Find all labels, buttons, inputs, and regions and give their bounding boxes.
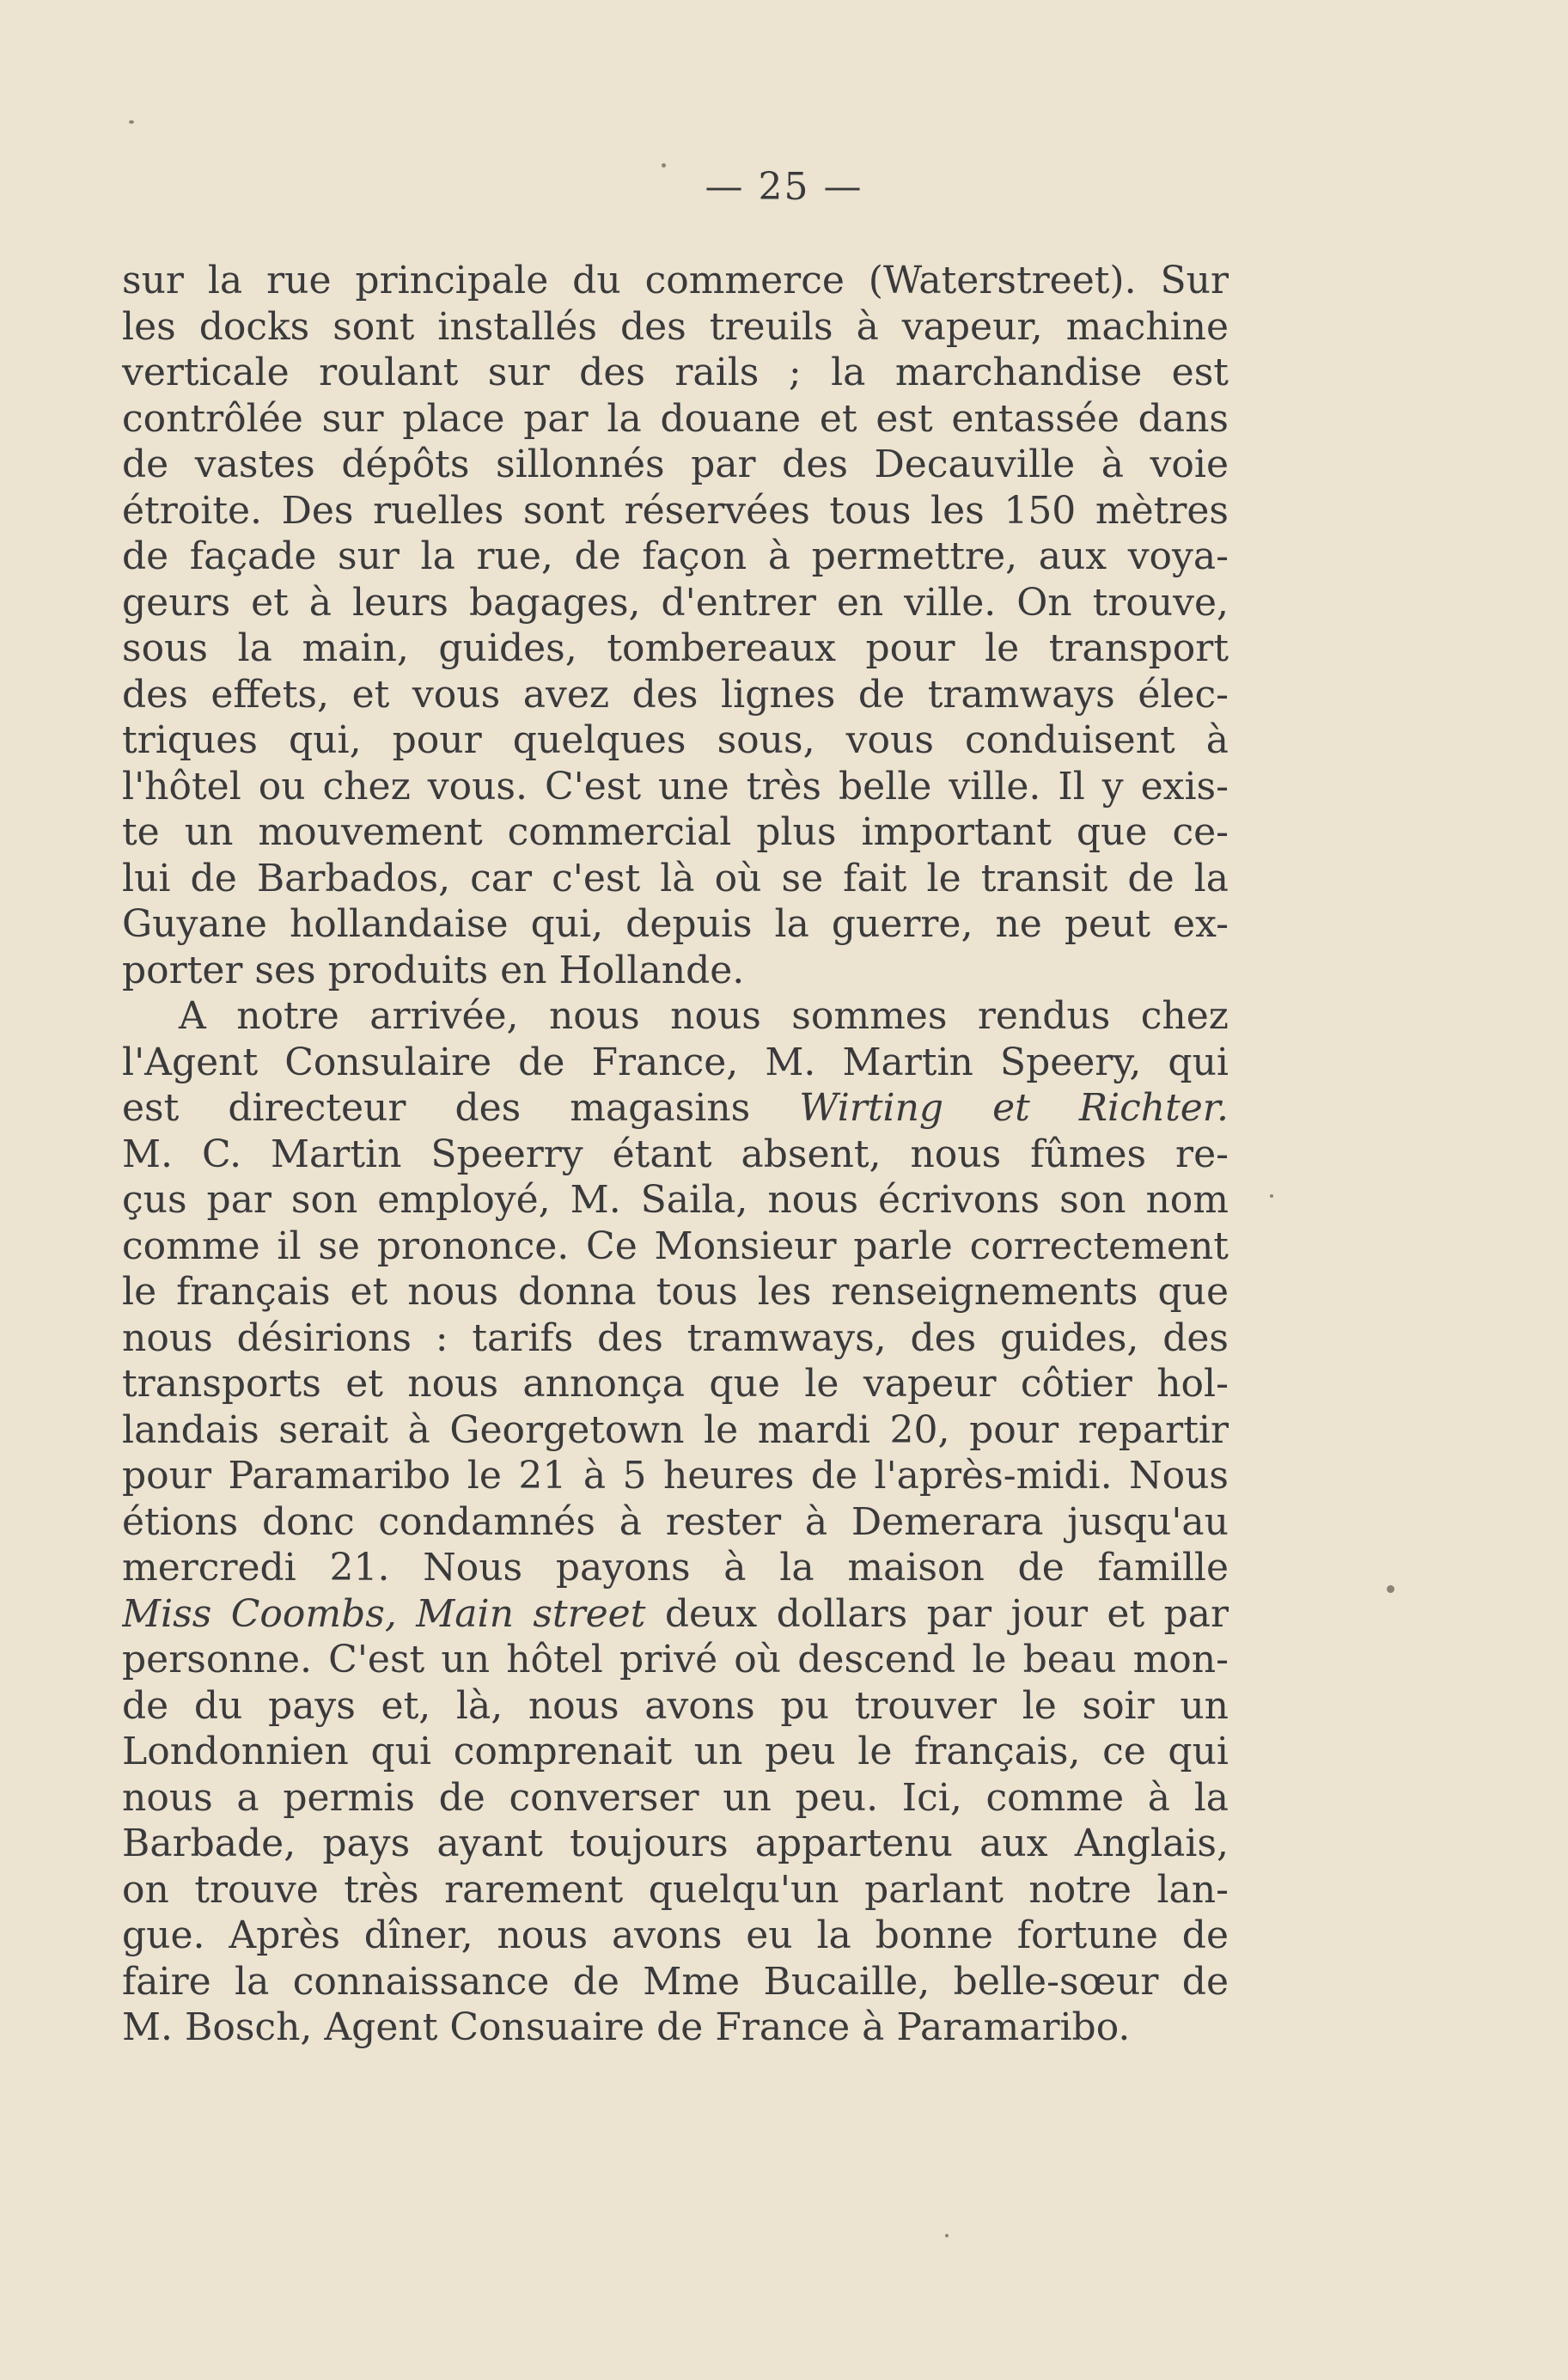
text-line: comme il se prononce. Ce Monsieur parle correctement	[122, 1224, 1229, 1268]
text-line: nous désirions : tarifs des tramways, des guides, des	[122, 1315, 1229, 1360]
text-line: sur la rue principale du commerce (Waterstreet). Sur	[122, 259, 1229, 302]
text-line: gue. Après dîner, nous avons eu la bonne fortune de	[122, 1913, 1229, 1957]
paper-speck	[129, 120, 134, 124]
text-line: faire la connaissance de Mme Bucaille, belle-sœur de	[122, 1959, 1229, 2004]
paper-speck	[1270, 1194, 1273, 1198]
text-line: étroite. Des ruelles sont réservées tous les 150 mètres	[122, 488, 1229, 533]
paper-speck	[945, 2234, 949, 2237]
text-line: transports et nous annonça que le vapeur côtier hol-	[122, 1362, 1229, 1406]
text-span: deux dollars par jour et par	[664, 1591, 1229, 1636]
text-line: Londonnien qui comprenait un peu le français, ce qui	[122, 1730, 1229, 1773]
text-line: verticale roulant sur des rails ; la marchandise est	[122, 351, 1229, 394]
text-line: triques qui, pour quelques sous, vous conduisent à	[122, 718, 1229, 762]
text-line: nous a permis de converser un peu. Ici, comme à la	[122, 1775, 1229, 1820]
italic-text: Wirting et Richter.	[799, 1086, 1229, 1130]
text-line: de façade sur la rue, de façon à permettre, aux voya-	[122, 534, 1229, 578]
text-line: étions donc condamnés à rester à Demerara jusqu'au	[122, 1499, 1229, 1544]
text-line: lui de Barbados, car c'est là où se fait le transit de la	[122, 856, 1229, 900]
text-line: M. Bosch, Agent Consuaire de France à Paramaribo.	[122, 2005, 1131, 2049]
text-line: l'Agent Consulaire de France, M. Martin Speery, qui	[122, 1040, 1229, 1084]
paper-speck	[1387, 1585, 1394, 1593]
text-line: de du pays et, là, nous avons pu trouver le soir un	[122, 1683, 1229, 1728]
text-line: le français et nous donna tous les renseignements que	[122, 1270, 1229, 1314]
text-line: les docks sont installés des treuils à vapeur, machine	[122, 304, 1229, 349]
text-line: Guyane hollandaise qui, depuis la guerre, ne peut ex-	[122, 902, 1229, 946]
text-line: des effets, et vous avez des lignes de tramways élec-	[122, 672, 1229, 717]
text-line: pour Paramaribo le 21 à 5 heures de l'après-midi. Nous	[122, 1454, 1229, 1498]
italic-text: Miss Coombs, Main street	[122, 1591, 646, 1636]
text-line-mixed	[122, 1085, 1229, 1132]
text-line: contrôlée sur place par la douane et est entassée dans	[122, 396, 1229, 441]
text-line: geurs et à leurs bagages, d'entrer en ville. On trouve,	[122, 580, 1229, 625]
text-line: personne. C'est un hôtel privé où descend le beau mon-	[122, 1638, 1229, 1681]
text-line: porter ses produits en Hollande.	[122, 948, 745, 992]
text-line: Barbade, pays ayant toujours appartenu aux Anglais,	[122, 1822, 1229, 1865]
text-line: te un mouvement commercial plus important que ce-	[122, 810, 1229, 854]
paper-speck	[662, 163, 666, 168]
text-line: de vastes dépôts sillonnés par des Decauville à voie	[122, 442, 1229, 486]
text-line: on trouve très rarement quelqu'un parlant notre lan-	[122, 1867, 1229, 1912]
text-line: M. C. Martin Speerry étant absent, nous fûmes re-	[122, 1132, 1229, 1176]
text-line-mixed	[122, 1591, 1229, 1638]
text-line: sous la main, guides, tombereaux pour le transport	[122, 626, 1229, 670]
text-line: çus par son employé, M. Saila, nous écrivons son nom	[122, 1178, 1229, 1222]
text-line: mercredi 21. Nous payons à la maison de famille	[122, 1546, 1229, 1590]
page-text	[122, 258, 1229, 2051]
page-number: — 25 —	[705, 165, 863, 209]
text-line: l'hôtel ou chez vous. C'est une très belle ville. Il y exis-	[122, 764, 1229, 809]
text-line: landais serait à Georgetown le mardi 20, pour repartir	[122, 1407, 1229, 1452]
text-line: A notre arrivée, nous nous sommes rendus chez	[179, 994, 1229, 1038]
text-span: est directeur des magasins	[122, 1086, 751, 1130]
